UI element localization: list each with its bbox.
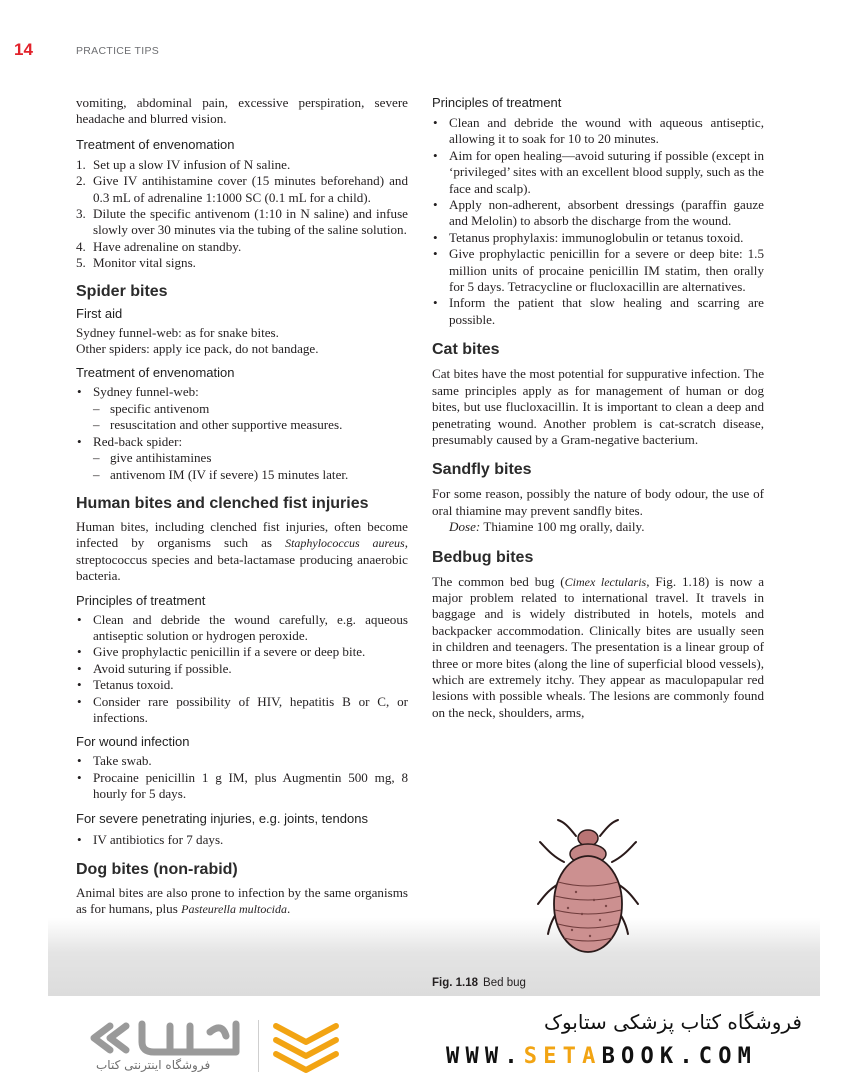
list-item: • Apply non-adherent, absorbent dressings (paraffin gauze and Melolin) to absorb the discharge from the wound.: [432, 197, 764, 230]
list-item: • Clean and debride the wound with aqueous antiseptic, allowing it to soak for 10 to 20 minutes.: [432, 115, 764, 148]
logo-subtitle: فروشگاه اینترنتی کتاب: [96, 1058, 211, 1072]
bed-bug-illustration: [528, 812, 648, 962]
page-number: 14: [14, 40, 33, 59]
running-title: PRACTICE TIPS: [76, 45, 160, 57]
human-bites-heading: Human bites and clenched fist injuries: [76, 494, 369, 512]
bedbug-paragraph: The common bed bug (Cimex lectularis, Fig. 1.18) is now a major problem related to international travel. It travels in baggage and is widely distributed in hotels, motels and backpacker accommodation. Clinically bites are usually seen in children and teenagers. The presentation is a linear group of three or more bites (along the line of superficial blood vessels), which are extremely itchy. They appear as maculopapular red lesions with possible wheals. The lesions are commonly found on the neck, shoulders, arms,: [432, 573, 765, 720]
list-item: 5. Monitor vital signs.: [76, 255, 196, 271]
dog-bites-heading: Dog bites (non-rabid): [76, 861, 238, 878]
book-stack-icon: [270, 1016, 342, 1074]
list-item: • Give prophylactic penicillin if a severe or deep bite.: [76, 644, 408, 660]
human-bites-paragraph: Human bites, including clenched fist injuries, often become infected by organisms such as Staphylococcus aureus, streptococcus species and beta-lactamase producing anaerobic bacteria.: [76, 518, 408, 584]
human-principles-heading: Principles of treatment: [76, 592, 206, 608]
human-principles-list: [76, 612, 408, 727]
envenomation-steps: [76, 157, 408, 272]
severe-injuries-list: [76, 832, 408, 848]
list-item: – specific antivenom: [93, 401, 408, 417]
severe-injuries-heading: For severe penetrating injuries, e.g. joints, tendons: [76, 810, 368, 826]
spider-treatment-list: [76, 384, 408, 482]
envenomation-heading: Treatment of envenomation: [76, 136, 235, 152]
list-item: • Aim for open healing—avoid suturing if possible (except in ‘privileged’ sites with an excellent blood supply, such as the face and scalp).: [432, 148, 764, 197]
list-item: 3. Dilute the specific antivenom (1:10 in N saline) and infuse slowly over 30 minutes via the tubing of the saline solution.: [76, 206, 408, 238]
first-aid-line: Sydney funnel-web: as for snake bites.: [76, 324, 279, 340]
list-item: • Sydney funnel-web: – specific antivenom – resuscitation and other supportive measures.: [76, 384, 408, 433]
spider-envenomation-heading: Treatment of envenomation: [76, 365, 235, 381]
list-item: • Red-back spider: – give antihistamines – antivenom IM (IV if severe) 15 minutes later.: [76, 434, 408, 483]
list-item: 1. Set up a slow IV infusion of N saline.: [76, 156, 291, 172]
sandfly-dose: Dose: Thiamine 100 mg orally, daily.: [449, 519, 645, 535]
list-item: • Give prophylactic penicillin for a severe or deep bite: 1.5 million units of procaine penicillin IM statim, then orally for 5 days. Tetracycline or flucloxacillin are alternatives.: [432, 246, 764, 295]
list-item: • Clean and debride the wound carefully, e.g. aqueous antiseptic solution or hydrogen peroxide.: [76, 612, 408, 645]
first-aid-heading: First aid: [76, 305, 123, 321]
dog-principles-list: [432, 115, 764, 328]
list-item: 4. Have adrenaline on standby.: [76, 238, 242, 254]
store-name: فروشگاه کتاب پزشکی ستابوک: [544, 1010, 802, 1034]
store-url: WWW.SETABOOK.COM: [446, 1044, 758, 1069]
spider-bites-heading: Spider bites: [76, 282, 168, 300]
list-item: 2. Give IV antihistamine cover (15 minutes beforehand) and 0.3 mL of adrenaline 1:1000 SC (0.1 mL for a child).: [76, 173, 408, 205]
list-item: • IV antibiotics for 7 days.: [76, 832, 408, 848]
first-aid-line: Other spiders: apply ice pack, do not bandage.: [76, 341, 319, 357]
list-item: • Take swab.: [76, 753, 408, 769]
dog-bites-paragraph: Animal bites are also prone to infection by the same organisms as for humans, plus Pasteurella multocida.: [76, 885, 408, 917]
list-item: • Tetanus prophylaxis: immunoglobulin or tetanus toxoid.: [432, 230, 764, 246]
sandfly-bites-heading: Sandfly bites: [432, 461, 532, 479]
list-item: – antivenom IM (IV if severe) 15 minutes later.: [93, 467, 408, 483]
list-item: • Inform the patient that slow healing and scarring are possible.: [432, 295, 764, 328]
intro-paragraph: vomiting, abdominal pain, excessive perspiration, severe headache and blurred vision.: [76, 95, 408, 127]
left-column: [76, 94, 408, 918]
dog-principles-heading: Principles of treatment: [432, 95, 562, 110]
list-item: • Consider rare possibility of HIV, hepatitis B or C, or infections.: [76, 694, 408, 727]
list-item: • Procaine penicillin 1 g IM, plus Augmentin 500 mg, 8 hourly for 5 days.: [76, 770, 408, 803]
list-item: – give antihistamines: [93, 450, 408, 466]
wound-infection-list: [76, 753, 408, 802]
right-column: [432, 94, 764, 721]
bedbug-bites-heading: Bedbug bites: [432, 548, 534, 566]
wound-infection-heading: For wound infection: [76, 734, 190, 750]
list-item: • Tetanus toxoid.: [76, 677, 408, 693]
logo-divider: [258, 1020, 259, 1072]
cat-bites-heading: Cat bites: [432, 341, 500, 359]
figure-caption: Fig. 1.18 Bed bug: [432, 977, 526, 989]
footer-banner: [0, 1000, 864, 1080]
cat-bites-paragraph: Cat bites have the most potential for suppurative infection. The same principles apply as for management of human or dog bites, but use flucloxacillin. It is important to clean a deep and penetrating wound. Another problem is cat-scratch disease, presumably caused by a Gram-negative bacterium.: [432, 366, 764, 447]
list-item: – resuscitation and other supportive measures.: [93, 417, 408, 433]
sandfly-paragraph: For some reason, possibly the nature of body odour, the use of oral thiamine may prevent sandfly bites.: [432, 486, 764, 518]
list-item: • Avoid suturing if possible.: [76, 661, 408, 677]
